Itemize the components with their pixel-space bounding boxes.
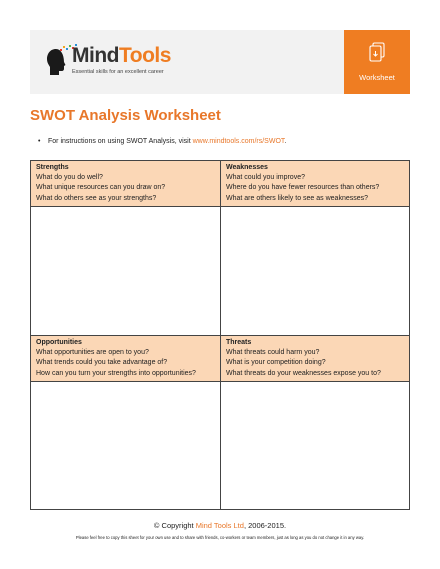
instructions-text: For instructions on using SWOT Analysis, visit	[48, 138, 193, 145]
strengths-header	[31, 161, 220, 207]
strengths-question: What do you do well?	[36, 174, 103, 181]
weaknesses-header	[221, 161, 409, 207]
strengths-quadrant[interactable]	[31, 161, 221, 336]
page-title: SWOT Analysis Worksheet	[30, 107, 221, 124]
weaknesses-title: Weaknesses	[226, 164, 268, 171]
opportunities-question: What trends could you take advantage of?	[36, 359, 168, 367]
logo-wordmark: MindTools	[72, 44, 171, 67]
swot-link[interactable]: www.mindtools.com/rs/SWOT	[192, 138, 285, 145]
threats-quadrant[interactable]	[221, 336, 409, 509]
mindtools-logo[interactable]	[46, 42, 186, 82]
mindtools-ltd-link[interactable]: Mind Tools Ltd	[195, 521, 244, 530]
threats-header	[221, 336, 409, 382]
worksheet-badge	[344, 30, 410, 94]
copyright-prefix: © Copyright	[153, 521, 196, 530]
badge-label: Worksheet	[359, 73, 395, 82]
usage-notice: Please feel free to copy this sheet for your own use and to share with friends, co-workers or team members, just as long as you do not change it in any way.	[75, 535, 365, 540]
swot-grid	[30, 160, 410, 510]
opportunities-question: How can you turn your strengths into opportunities?	[36, 369, 196, 377]
weaknesses-question: What are others likely to see as weaknesses?	[226, 194, 369, 202]
opportunities-quadrant[interactable]	[31, 336, 221, 509]
threats-question: What threats could harm you?	[226, 349, 320, 356]
strengths-question: What unique resources can you draw on?	[36, 184, 166, 192]
weaknesses-question: Where do you have fewer resources than others?	[226, 184, 380, 192]
opportunities-header	[31, 336, 220, 382]
threats-question: What threats do your weaknesses expose you to?	[226, 369, 381, 377]
opportunities-question: What opportunities are open to you?	[36, 349, 149, 356]
threats-title: Threats	[226, 339, 252, 346]
strengths-title: Strengths	[36, 164, 69, 171]
weaknesses-quadrant[interactable]	[221, 161, 409, 336]
copyright-suffix: , 2006-2015.	[243, 521, 287, 530]
instructions-line	[38, 138, 286, 145]
weaknesses-question: What could you improve?	[226, 174, 305, 181]
copyright-line	[0, 521, 440, 530]
threats-question: What is your competition doing?	[226, 359, 326, 367]
bullet: •	[38, 138, 41, 145]
instructions-suffix: .	[284, 138, 287, 145]
strengths-question: What do others see as your strengths?	[36, 194, 157, 202]
document-icon	[369, 42, 385, 62]
opportunities-title: Opportunities	[36, 339, 82, 346]
logo-tagline: Essential skills for an excellent career	[72, 69, 164, 75]
